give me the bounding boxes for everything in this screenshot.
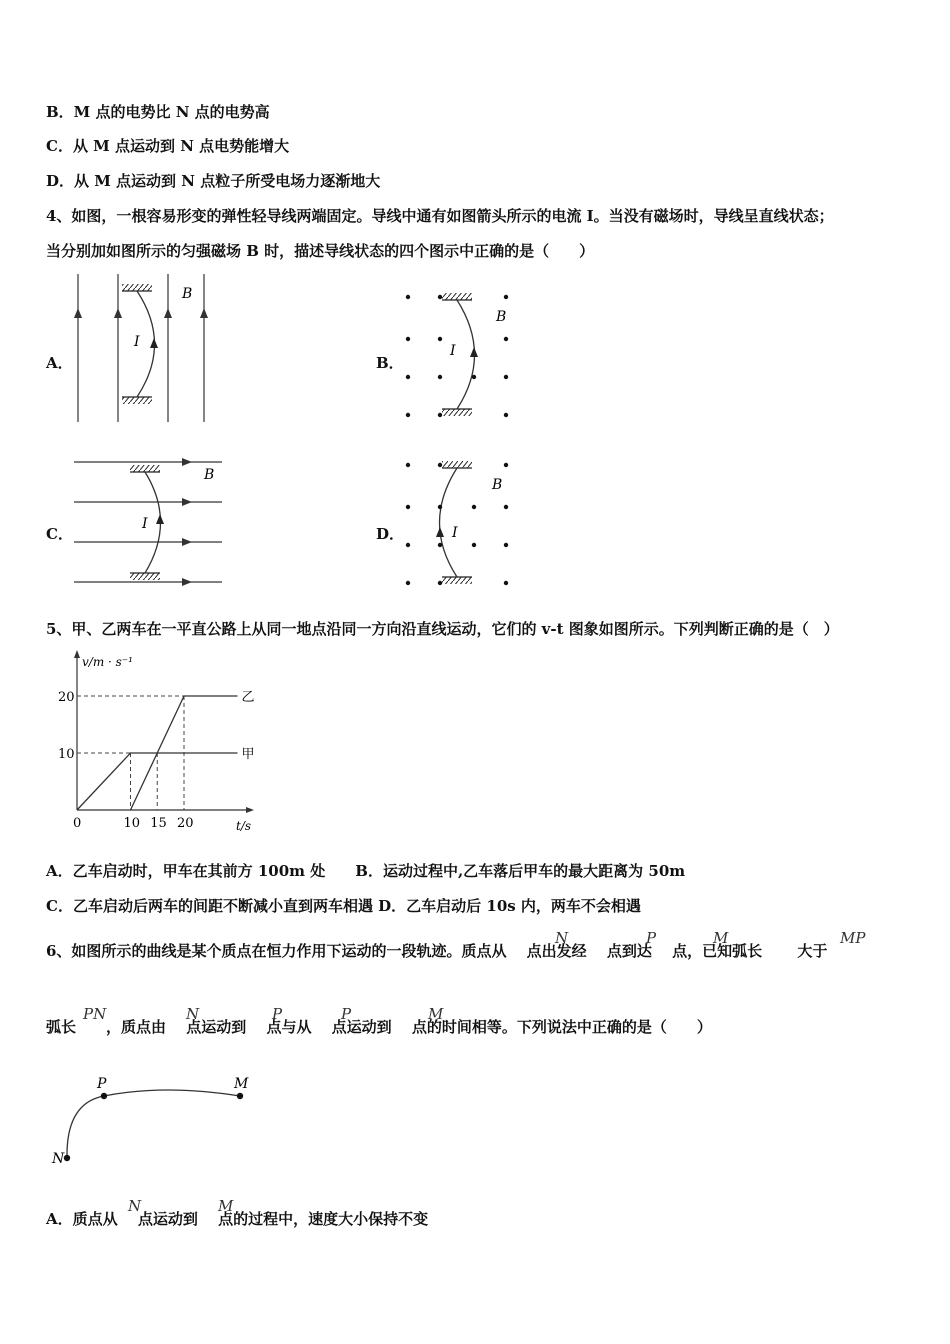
- q6-option-a: A．质点从 点运动到 点的过程中，速度大小保持不变: [46, 1210, 429, 1228]
- q4b-current-label: I: [450, 343, 456, 359]
- q4-figure-a: [70, 270, 220, 430]
- q5-options-ab: A．乙车启动时，甲车在其前方 100m 处 B．运动过程中,乙车落后甲车的最大距离为 50m: [46, 862, 686, 880]
- q6-symbol-p2: P: [272, 1005, 283, 1023]
- y-tick-label-1: 20: [58, 690, 75, 705]
- q6-label-p: P: [97, 1076, 107, 1092]
- q6-symbol-m1: M: [713, 929, 729, 947]
- question-4-line2: 当分别加如图所示的匀强磁场 B 时，描述导线状态的四个图示中正确的是（ ）: [46, 242, 595, 260]
- option-d-q3: D．从 M 点运动到 N 点粒子所受电场力逐渐地大: [46, 172, 381, 190]
- q5-vt-chart: [44, 648, 274, 838]
- x-axis-label: t/s: [236, 819, 252, 833]
- question-6-line2: 弧长 ，质点由 点运动到 点与从 点运动到 点的时间相等。下列说法中正确的是（ ）: [46, 1018, 712, 1036]
- q4-option-a-label: A．: [46, 354, 73, 372]
- option-b-q3: B．M 点的电势比 N 点的电势高: [46, 103, 270, 121]
- q4d-current-label: I: [452, 525, 458, 541]
- q4a-field-label: B: [182, 286, 193, 302]
- q4b-field-label: B: [496, 309, 507, 325]
- x-tick-label-1: 10: [123, 816, 141, 831]
- q4c-field-label: B: [204, 467, 215, 483]
- x-tick-label-0: 0: [73, 816, 82, 831]
- q4-option-d-label: D．: [376, 525, 405, 543]
- q5-options-cd: C．乙车启动后两车的间距不断减小直到两车相遇 D．乙车启动后 10s 内，两车不会相遇: [46, 897, 641, 915]
- x-tick-label-3: 20: [177, 816, 194, 831]
- q6-symbol-mp: MP: [840, 929, 866, 947]
- question-6-line1: 6、如图所示的曲线是某个质点在恒力作用下运动的一段轨迹。质点从 点出发经 点到达 点，已知弧长 大于: [46, 942, 828, 960]
- q4-option-c-label: C．: [46, 525, 73, 543]
- series-label-1: 乙: [241, 690, 255, 705]
- question-5: 5、甲、乙两车在一平直公路上从同一地点沿同一方向沿直线运动，它们的 v-t 图象如图所示。下列判断正确的是（ ）: [46, 620, 839, 638]
- y-axis-arrow: [74, 650, 80, 658]
- q4-figure-c: [70, 452, 230, 592]
- x-tick-label-2: 15: [150, 816, 167, 831]
- x-axis-arrow: [246, 807, 254, 813]
- q6-symbol-n2: N: [186, 1005, 200, 1023]
- q6-symbol-p1: P: [646, 929, 657, 947]
- q6-symbol-n3: N: [128, 1197, 142, 1215]
- q6-symbol-m2: M: [428, 1005, 444, 1023]
- q6-point-n: [64, 1155, 70, 1161]
- q6-symbol-m3: M: [218, 1197, 234, 1215]
- q6-point-m: [237, 1093, 243, 1099]
- q6-symbol-pn: PN: [83, 1005, 107, 1023]
- q4c-current-label: I: [142, 516, 148, 532]
- q6-point-p: [101, 1093, 107, 1099]
- q4-figure-d: [398, 455, 528, 595]
- q4a-current-label: I: [134, 334, 140, 350]
- q4-option-b-label: B．: [376, 354, 404, 372]
- q6-label-n: N: [52, 1151, 65, 1167]
- q4-figure-b: [398, 285, 528, 430]
- question-4-line1: 4、如图，一根容易形变的弹性轻导线两端固定。导线中通有如图箭头所示的电流 I。当没有磁场时，导线呈直线状态；: [46, 207, 834, 225]
- q6-symbol-n1: N: [555, 929, 569, 947]
- q6-trajectory-figure: [44, 1068, 264, 1168]
- q6-symbol-p3: P: [341, 1005, 352, 1023]
- option-c-q3: C．从 M 点运动到 N 点电势能增大: [46, 137, 290, 155]
- series-label-0: 甲: [241, 747, 255, 762]
- q4d-field-label: B: [492, 477, 503, 493]
- q6-label-m: M: [234, 1076, 249, 1092]
- y-tick-label-0: 10: [58, 747, 75, 762]
- y-axis-label: v/m · s⁻¹: [82, 655, 133, 669]
